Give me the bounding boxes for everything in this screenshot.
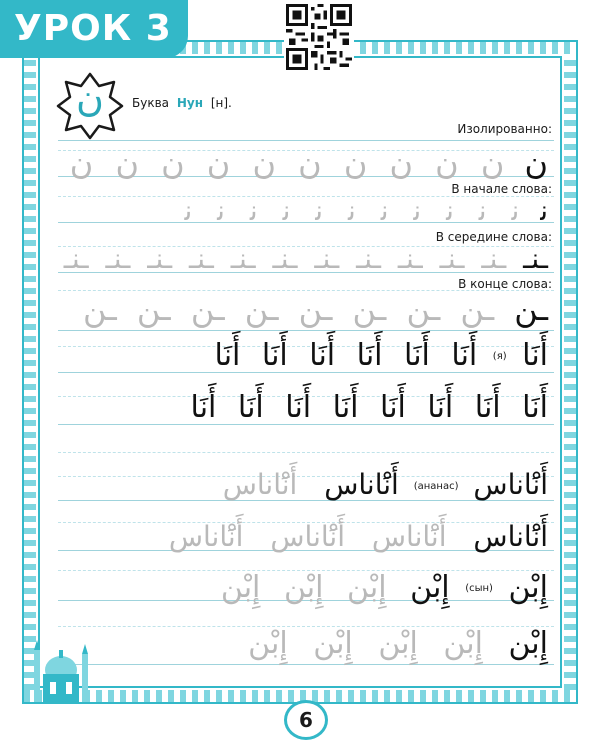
model-letter: ﻧ <box>540 194 548 227</box>
trace-letter: ـن <box>244 290 279 328</box>
trace-letter: ـن <box>298 290 333 328</box>
letter-glyph: ن <box>76 76 104 120</box>
trace-letter: ﻧ <box>478 194 487 227</box>
model-letter: ـن <box>514 290 548 328</box>
practice-word: أَنَا <box>214 338 241 373</box>
trace-word: إِبْن <box>220 570 261 605</box>
trace-letter: ـن <box>460 290 495 328</box>
trace-word: إِبْن <box>378 626 418 661</box>
trace-letter: ن <box>206 144 231 182</box>
practice-word: أَنَْاناس <box>324 468 399 501</box>
trace-letter: ن <box>298 144 322 182</box>
trace-letter: ـن <box>83 290 117 328</box>
trace-letter: ﻧ <box>315 194 324 227</box>
letter-name: Нун <box>176 96 203 110</box>
model-word: إِبْن <box>508 626 548 661</box>
trace-letter: ن <box>435 144 459 182</box>
trace-letter: ﻧ <box>347 194 356 227</box>
trace-letter: ﻧ <box>282 194 291 227</box>
trace-word: إِبْن <box>313 626 353 661</box>
translation-note: (ананас) <box>413 480 459 492</box>
row-word-ana-practice <box>191 390 548 425</box>
trace-letter: ـن <box>406 290 441 328</box>
row-word-ananas <box>223 468 548 501</box>
trace-letter: ـن <box>190 290 225 328</box>
trace-letter: ﻧ <box>380 194 389 227</box>
trace-letter: ـنـ <box>147 242 173 275</box>
trace-letter: ـنـ <box>481 242 507 275</box>
model-word: أَنَا <box>522 338 548 373</box>
model-word: إِبْن <box>508 570 548 605</box>
label-beginning: В начале слова: <box>451 182 552 196</box>
translation-note: (я) <box>492 351 507 362</box>
model-word: أَنَْاناس <box>473 520 548 553</box>
letter-intro <box>132 96 232 110</box>
row-word-ibn-practice <box>248 626 548 661</box>
practice-word: أَنَا <box>380 390 406 425</box>
practice-word: أَنَا <box>451 338 478 373</box>
mosque-icon <box>30 636 92 702</box>
practice-word: إِبْن <box>410 570 450 605</box>
model-word: أَنَْاناس <box>473 468 548 501</box>
trace-letter: ـنـ <box>397 242 423 275</box>
trace-word: إِبْن <box>283 570 324 605</box>
rule-line <box>58 140 554 141</box>
letter-sound: [н]. <box>210 96 232 110</box>
trace-letter: ن <box>115 144 139 182</box>
trace-letter: ن <box>252 144 276 182</box>
practice-word: أَنَا <box>190 390 217 425</box>
trace-word: أَنَْاناس <box>270 520 345 553</box>
trace-letter: ﻧ <box>249 194 258 227</box>
trace-letter: ن <box>161 144 185 182</box>
trace-word: إِبْن <box>443 626 483 661</box>
lesson-title: УРОК 3 <box>0 0 188 58</box>
row-word-ananas-practice <box>169 520 548 553</box>
practice-word: أَنَا <box>309 338 336 373</box>
model-letter: ـنـ <box>523 242 548 275</box>
practice-word: أَنَا <box>427 390 454 425</box>
trace-letter: ـنـ <box>314 242 340 275</box>
trace-word: أَنَْاناس <box>371 520 447 553</box>
practice-word: أَنَا <box>261 338 288 373</box>
practice-word: أَنَا <box>237 390 264 425</box>
trace-letter: ﻧ <box>511 194 520 227</box>
trace-letter: ن <box>69 144 94 182</box>
row-beginning <box>184 194 548 227</box>
translation-note: (сын) <box>465 583 493 594</box>
model-letter: ن <box>524 144 548 182</box>
row-word-ibn <box>221 570 548 605</box>
trace-letter: ـنـ <box>356 242 381 275</box>
trace-letter: ـنـ <box>230 242 256 275</box>
trace-letter: ﻧ <box>413 194 422 227</box>
intro-prefix: Буква <box>132 96 170 110</box>
practice-word: أَنَا <box>332 390 359 425</box>
label-end: В конце слова: <box>458 277 552 291</box>
trace-letter: ـنـ <box>63 242 89 275</box>
row-word-ana <box>215 338 548 373</box>
trace-letter: ن <box>343 144 368 182</box>
row-end <box>83 290 548 328</box>
trace-letter: ﻧ <box>184 194 193 227</box>
qr-code-icon <box>284 2 354 72</box>
trace-letter: ـن <box>352 290 387 328</box>
trace-word: أَنَْاناس <box>222 468 298 501</box>
label-isolated: Изолированно: <box>457 122 552 136</box>
trace-word: إِبْن <box>347 570 387 605</box>
row-isolated <box>70 144 548 182</box>
practice-word: أَنَا <box>522 390 548 425</box>
trace-letter: ﻧ <box>446 194 454 227</box>
trace-letter: ـنـ <box>189 242 214 275</box>
rule-line <box>58 664 554 665</box>
page-number: 6 <box>284 700 328 740</box>
rule-line <box>58 330 554 331</box>
practice-word: أَنَا <box>404 338 430 373</box>
practice-word: أَنَا <box>356 338 383 373</box>
label-middle: В середине слова: <box>435 230 552 244</box>
row-middle <box>64 242 548 275</box>
trace-letter: ن <box>389 144 413 182</box>
trace-letter: ـنـ <box>272 242 298 275</box>
trace-letter: ـنـ <box>439 242 465 275</box>
practice-word: أَنَا <box>474 390 501 425</box>
rule-line <box>58 452 554 453</box>
trace-word: إِبْن <box>248 626 288 661</box>
trace-letter: ـن <box>136 290 171 328</box>
trace-letter: ﻧ <box>217 194 225 227</box>
trace-letter: ن <box>480 144 505 182</box>
practice-word: أَنَا <box>285 390 312 425</box>
trace-word: أَنَْاناس <box>168 520 244 553</box>
trace-letter: ـنـ <box>105 242 131 275</box>
